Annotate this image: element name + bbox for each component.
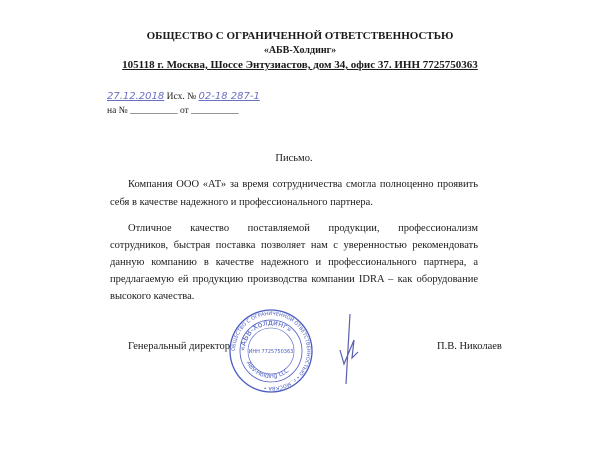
- svg-text:ABV-Holding LLC: ABV-Holding LLC: [244, 360, 291, 381]
- company-name: «АБВ-Холдинг»: [263, 45, 337, 56]
- signatory-name: П.В. Николаев: [437, 341, 502, 352]
- body-line: данную компанию в качестве надежного и профессионального партнера, а: [110, 257, 478, 268]
- svg-text:ОБЩЕСТВО С ОГРАНИЧЕННОЙ ОТВЕТС: ОБЩЕСТВО С ОГРАНИЧЕННОЙ ОТВЕТСТВЕННОСТЬЮ • г. МОСКВА •: [230, 310, 312, 392]
- letter-title: Письмо.: [275, 153, 313, 164]
- letter-date: 27.12.2018: [107, 91, 165, 102]
- handwritten-signature: [336, 312, 366, 387]
- from-label: от: [180, 106, 189, 116]
- outgoing-number: 02-18 287-1: [198, 91, 260, 102]
- body-line: высокого качества.: [110, 291, 195, 302]
- outgoing-label: Исх. №: [166, 92, 197, 102]
- body-line: предлагаемую ей продукцию производства компании IDRA – как оборудование: [110, 274, 478, 285]
- body-line: Отличное качество поставляемой продукции, профессионализм: [128, 223, 478, 234]
- body-line: сотрудников, быстрая поставка позволяет нам с уверенностью рекомендовать: [110, 240, 478, 251]
- body-line: себя в качестве надежного и профессионального партнера.: [110, 197, 373, 208]
- svg-text:ИНН 7725750363: ИНН 7725750363: [248, 349, 294, 355]
- signatory-position: Генеральный директор: [128, 341, 230, 352]
- reply-reference: [107, 106, 239, 116]
- company-form: ОБЩЕСТВО С ОГРАНИЧЕННОЙ ОТВЕТСТВЕННОСТЬЮ: [146, 30, 454, 42]
- svg-text:«АБВ-Холдинг»: «АБВ-Холдинг»: [237, 317, 294, 352]
- from-date-blank: __________: [191, 106, 239, 116]
- reply-label: на №: [107, 106, 128, 116]
- outgoing-reference: [107, 91, 260, 102]
- company-address: 105118 г. Москва, Шоссе Энтузиастов, дом 34, офис 37. ИНН 7725750363: [122, 59, 478, 71]
- body-line: Компания ООО «АТ» за время сотрудничества смогла полноценно проявить: [128, 179, 478, 190]
- reply-number-blank: __________: [130, 106, 178, 116]
- company-seal: [228, 308, 314, 394]
